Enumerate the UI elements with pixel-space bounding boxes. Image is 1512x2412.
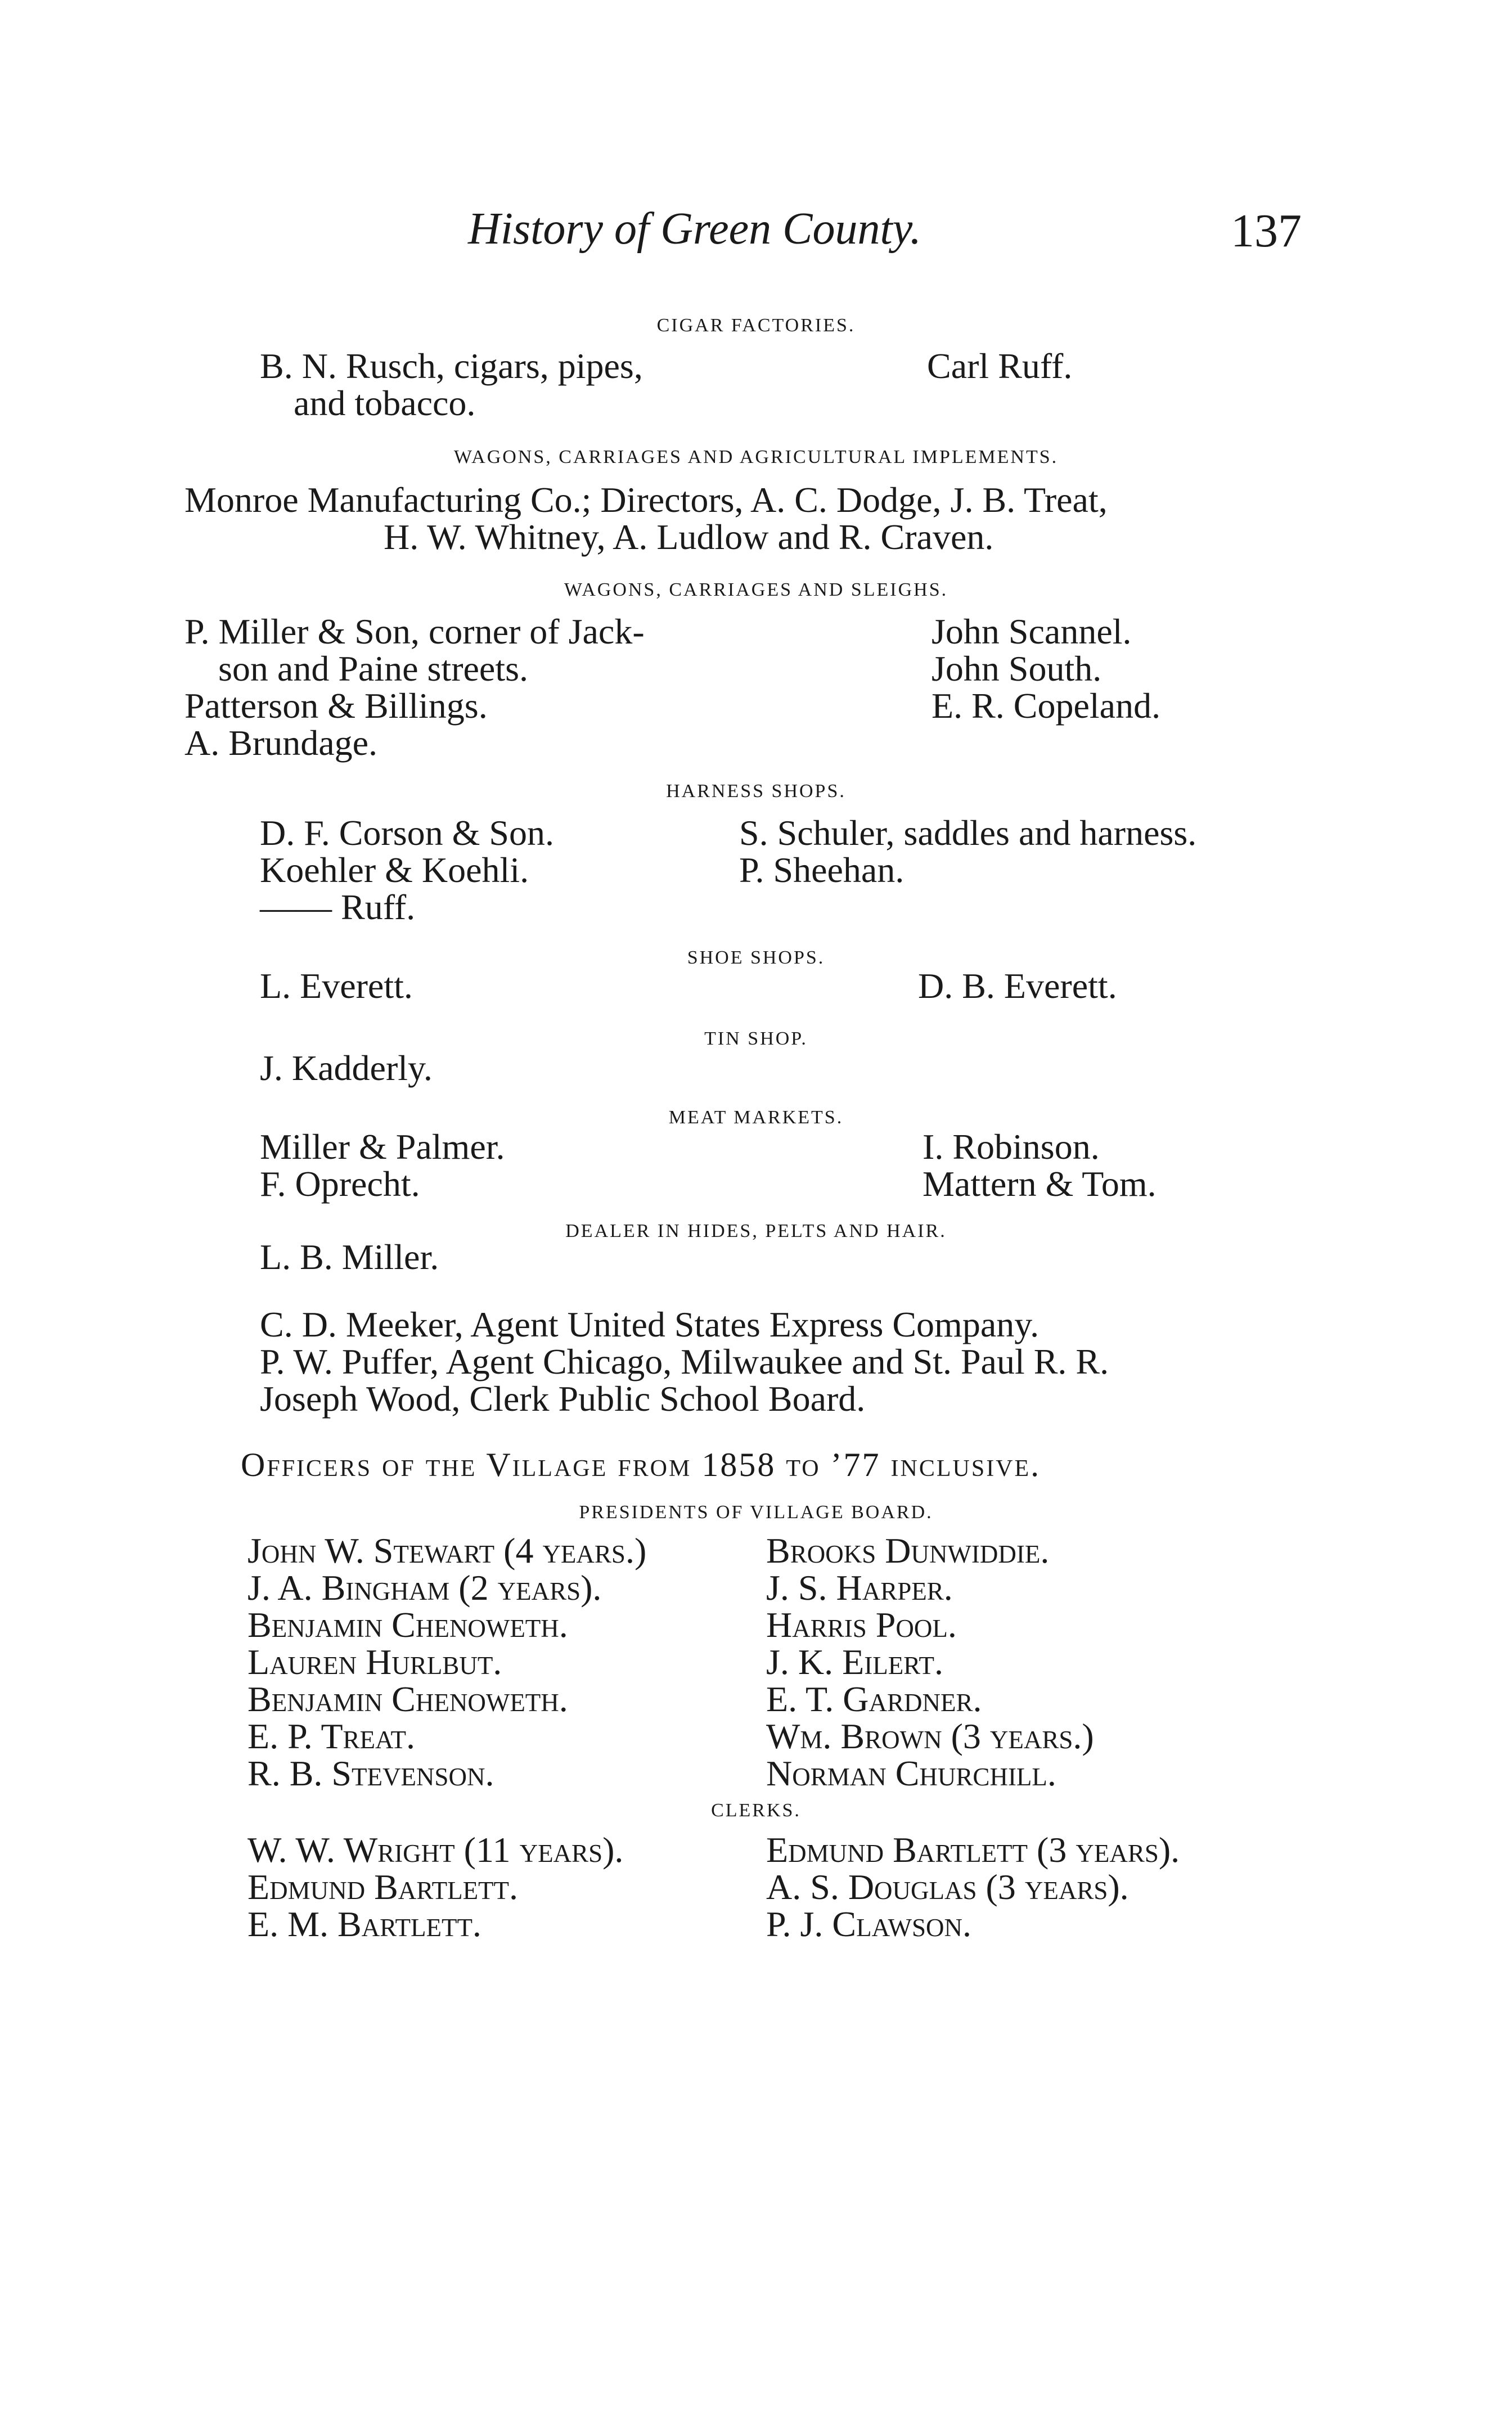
clerk-entry: Edmund Bartlett (3 years).	[766, 1830, 1180, 1870]
harness-right-column	[739, 814, 1196, 889]
entry-line: —— Ruff.	[260, 887, 416, 927]
president-entry: Lauren Hurlbut.	[248, 1642, 502, 1682]
entry-line: P. W. Puffer, Agent Chicago, Milwaukee and St. Paul R. R.	[260, 1342, 1109, 1382]
president-entry: Brooks Dunwiddie.	[766, 1531, 1050, 1570]
clerks-right-column	[766, 1832, 1180, 1943]
entry-rusch	[260, 348, 643, 422]
entry-line: C. D. Meeker, Agent United States Express Company.	[260, 1304, 1040, 1344]
president-entry: John W. Stewart (4 years.)	[248, 1531, 647, 1570]
section-heading-wagons-sleighs: WAGONS, CARRIAGES AND SLEIGHS.	[564, 579, 948, 600]
entry-line: P. Sheehan.	[739, 850, 904, 890]
entry-line: Patterson & Billings.	[184, 686, 488, 726]
entry-line: E. R. Copeland.	[932, 686, 1161, 726]
section-heading-presidents: PRESIDENTS OF VILLAGE BOARD.	[579, 1502, 933, 1523]
wagons-sleighs-left-column	[184, 613, 645, 762]
section-heading-cigar: CIGAR FACTORIES.	[656, 315, 856, 336]
president-entry: Harris Pool.	[766, 1605, 957, 1645]
president-entry: Benjamin Chenoweth.	[248, 1605, 568, 1645]
president-entry: J. S. Harper.	[766, 1568, 953, 1608]
clerk-entry: A. S. Douglas (3 years).	[766, 1867, 1129, 1907]
entry-line: and tobacco.	[294, 383, 476, 423]
section-heading-hides: DEALER IN HIDES, PELTS AND HAIR.	[565, 1221, 947, 1241]
entry-line: Koehler & Koehli.	[260, 850, 529, 890]
entry-line: Joseph Wood, Clerk Public School Board.	[260, 1379, 866, 1419]
section-heading-wagons-ag: WAGONS, CARRIAGES AND AGRICULTURAL IMPLEMENTS.	[453, 447, 1059, 467]
entry-line: H. W. Whitney, A. Ludlow and R. Craven.	[384, 517, 994, 557]
meat-right-column	[922, 1128, 1156, 1203]
president-entry: Benjamin Chenoweth.	[248, 1679, 568, 1719]
entry-line: D. F. Corson & Son.	[260, 813, 554, 853]
president-entry: J. K. Eilert.	[766, 1642, 943, 1682]
entry-line: F. Oprecht.	[260, 1164, 420, 1204]
president-entry: R. B. Stevenson.	[248, 1753, 494, 1793]
presidents-right-column	[766, 1532, 1094, 1792]
president-entry: Wm. Brown (3 years.)	[766, 1716, 1094, 1756]
clerk-entry: E. M. Bartlett.	[248, 1904, 482, 1944]
officers-heading: Officers of the Village from 1858 to ’77 inclusive.	[241, 1446, 1041, 1483]
entry-ruff: Carl Ruff.	[927, 346, 1073, 386]
agents-block	[260, 1306, 1109, 1418]
clerk-entry: Edmund Bartlett.	[248, 1867, 519, 1907]
section-heading-shoe: SHOE SHOPS.	[687, 947, 825, 968]
running-title: History of Green County.	[468, 204, 921, 254]
entry-l-b-miller: L. B. Miller.	[260, 1237, 439, 1277]
entry-line: A. Brundage.	[184, 723, 378, 763]
entry-kadderly: J. Kadderly.	[260, 1048, 433, 1088]
entry-line: Monroe Manufacturing Co.; Directors, A. C. Dodge, J. B. Treat,	[184, 480, 1108, 520]
entry-line: S. Schuler, saddles and harness.	[739, 813, 1197, 853]
section-heading-tin: TIN SHOP.	[704, 1028, 808, 1049]
entry-l-everett: L. Everett.	[260, 966, 413, 1006]
president-entry: E. T. Gardner.	[766, 1679, 982, 1719]
harness-left-column	[260, 814, 554, 926]
section-heading-clerks: CLERKS.	[711, 1800, 801, 1821]
president-entry: E. P. Treat.	[248, 1716, 416, 1756]
wagons-sleighs-right-column	[932, 613, 1160, 724]
entry-line: Miller & Palmer.	[260, 1127, 505, 1167]
president-entry: Norman Churchill.	[766, 1753, 1056, 1793]
entry-line: Mattern & Tom.	[922, 1164, 1156, 1204]
entry-line: I. Robinson.	[922, 1127, 1100, 1167]
entry-line: John Scannel.	[932, 611, 1132, 651]
entry-line: B. N. Rusch, cigars, pipes,	[260, 346, 643, 386]
entry-monroe-manufacturing	[184, 482, 1108, 556]
president-entry: J. A. Bingham (2 years).	[248, 1568, 602, 1608]
meat-left-column	[260, 1128, 505, 1203]
entry-line: John South.	[932, 649, 1102, 688]
entry-line: son and Paine streets.	[218, 649, 528, 688]
entry-line: P. Miller & Son, corner of Jack-	[184, 611, 645, 651]
clerk-entry: W. W. Wright (11 years).	[248, 1830, 624, 1870]
section-heading-meat: MEAT MARKETS.	[668, 1107, 844, 1128]
page-number: 137	[1231, 205, 1302, 257]
section-heading-harness: HARNESS SHOPS.	[666, 781, 846, 802]
entry-d-b-everett: D. B. Everett.	[918, 966, 1117, 1006]
clerks-left-column	[248, 1832, 623, 1943]
clerk-entry: P. J. Clawson.	[766, 1904, 971, 1944]
presidents-left-column	[248, 1532, 646, 1792]
